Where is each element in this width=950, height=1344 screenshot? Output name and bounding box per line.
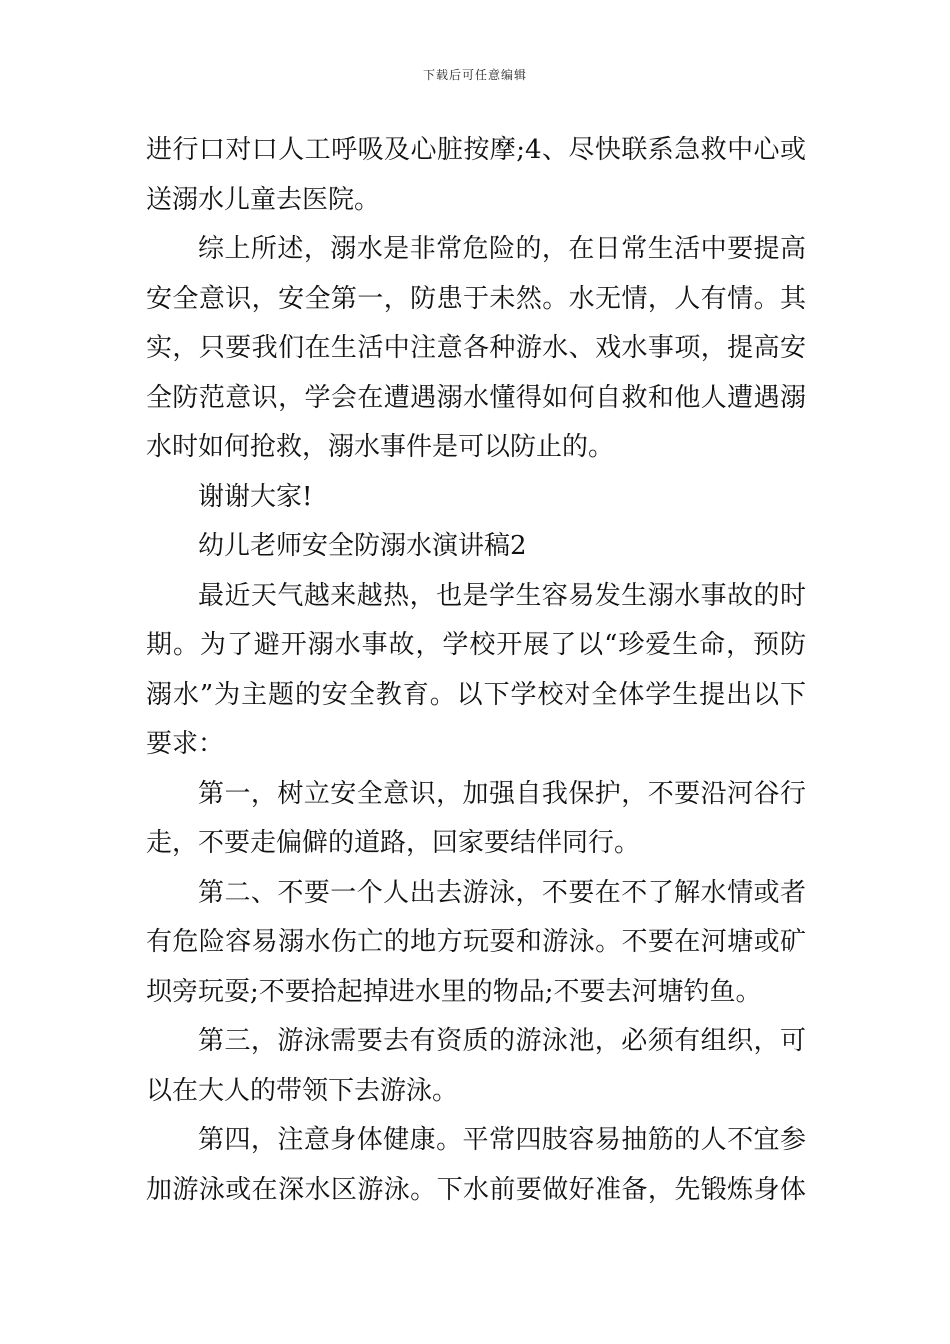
text-line: 有危险容易溺水伤亡的地方玩耍和游泳。不要在河塘或矿 [146, 927, 806, 957]
text-line: 坝旁玩耍;不要拾起掉进水里的物品;不要去河塘钓鱼。 [146, 976, 762, 1007]
text-line: 期。为了避开溺水事故，学校开展了以“珍爱生命，预防 [146, 630, 806, 660]
text-line: 谢谢大家! [198, 481, 313, 512]
text-line: 第三，游泳需要去有资质的游泳池，必须有组织，可 [198, 1026, 806, 1056]
text-line: 溺水”为主题的安全教育。以下学校对全体学生提出以下 [146, 679, 806, 710]
text-line: 第二、不要一个人出去游泳，不要在不了解水情或者 [198, 877, 806, 908]
text-line: 安全意识，安全第一，防患于未然。水无情，人有情。其 [146, 283, 806, 314]
section-title: 幼儿老师安全防溺水演讲稿2 [198, 531, 527, 561]
text-line: 水时如何抢救，溺水事件是可以防止的。 [146, 432, 615, 462]
text-line: 要求： [146, 729, 225, 759]
page-header: 下载后可任意编辑 [422, 68, 527, 82]
text-line: 第四，注意身体健康。平常四肢容易抽筋的人不宜参 [198, 1125, 806, 1155]
text-line: 实，只要我们在生活中注意各种游水、戏水事项，提高安 [146, 333, 806, 363]
text-line: 全防范意识，学会在遭遇溺水懂得如何自救和他人遭遇溺 [146, 382, 806, 413]
text-line: 进行口对口人工呼吸及心脏按摩;4、尽快联系急救中心或 [146, 135, 806, 165]
document-body [146, 126, 806, 1215]
text-line: 综上所述，溺水是非常危险的，在日常生活中要提高 [198, 234, 806, 264]
text-line: 以在大人的带领下去游泳。 [146, 1075, 459, 1106]
text-line: 走，不要走偏僻的道路，回家要结伴同行。 [146, 828, 641, 858]
text-line: 最近天气越来越热，也是学生容易发生溺水事故的时 [198, 580, 806, 611]
text-line: 第一，树立安全意识，加强自我保护，不要沿河谷行 [198, 778, 806, 809]
text-line: 送溺水儿童去医院。 [146, 184, 381, 215]
text-line: 加游泳或在深水区游泳。下水前要做好准备，先锻炼身体 [146, 1174, 806, 1205]
